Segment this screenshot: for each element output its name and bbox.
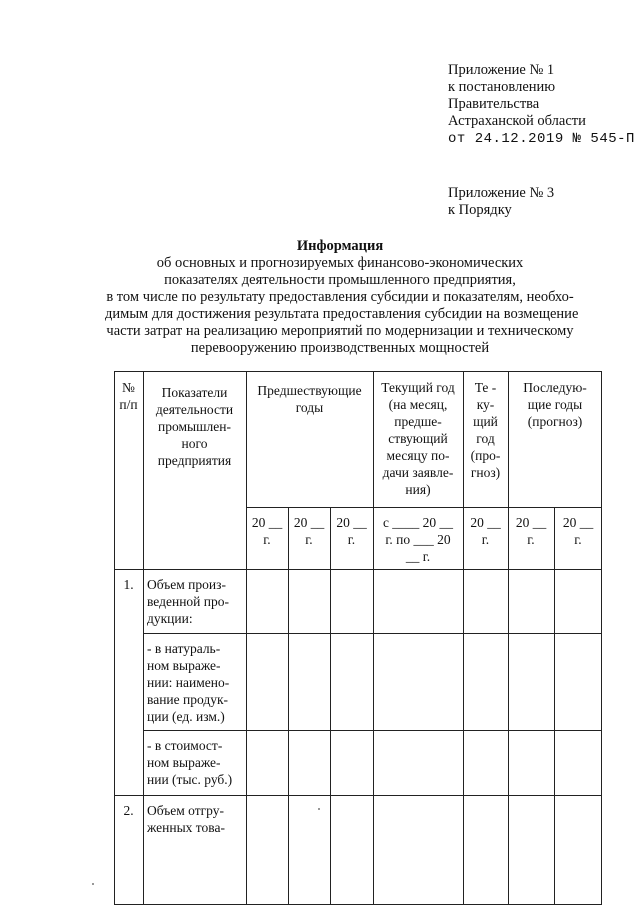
header-current-year: Текущий год (на месяц, предше- ствующий месяцу по- дачи заявле- ния) [381,380,455,497]
title-line: части затрат на реализацию мероприятий по модернизации и техническому [106,323,574,339]
row-divider [246,507,602,508]
row-divider [114,569,602,570]
resolution-date: от 24.12.2019 № 545-П [448,131,635,147]
col-divider [288,507,289,905]
appendix-3-line: Приложение № 3 [448,185,555,201]
title-line: димым для достижения результата предоставления субсидии на возмещение [105,306,579,322]
scan-speck [92,883,94,885]
title-line: в том числе по результату предоставления субсидии и показателям, необхо- [106,289,574,305]
scan-speck [318,808,320,810]
year-cell-next-1: 20 __ г. [515,515,547,547]
year-cell-forecast: 20 __ г. [470,515,501,547]
header-following-years: Последую- щие годы (прогноз) [523,380,587,429]
row-divider [143,730,602,731]
row-indicator-text: Объем отгру- женных това- [147,803,225,835]
row-indicator-text: Объем произ- веденной про- дукции: [147,577,229,626]
title-line: об основных и прогнозируемых финансово-экономических [156,255,524,271]
header-previous-years: Предшествующие годы [257,383,362,415]
col-divider [330,507,331,905]
title-line: показателях деятельности промышленного предприятия, [164,272,516,288]
row-divider [143,633,602,634]
year-cell-next-2: 20 __ г. [562,515,594,547]
appendix-1-line: Астраханской области [448,113,586,129]
header-num: № п/п [119,380,138,412]
col-divider [554,507,555,905]
col-divider [246,371,247,905]
title-line: перевооружению производственных мощностей [190,340,490,356]
appendix-1-line: Приложение № 1 [448,62,555,78]
row-number: 2. [123,803,134,818]
appendix-3-line: к Порядку [448,202,512,218]
title-heading: Информация [296,238,384,254]
row-indicator-text: - в натураль- ном выраже- нии: наимено- вание продук- ции (ед. изм.) [147,641,230,724]
row-number: 1. [123,577,134,592]
header-indicators: Показатели деятельности промышлен- ного предприятия [155,385,234,468]
year-cell-prev-1: 20 __ г. [251,515,283,547]
year-cell-prev-2: 20 __ г. [293,515,325,547]
row-divider [114,795,602,796]
year-cell-current: с ____ 20 __ г. по ___ 20 __ г. [382,515,454,564]
row-indicator-text: - в стоимост- ном выраже- нии (тыс. руб.) [147,738,233,787]
appendix-1-line: к постановлению [448,79,556,95]
year-cell-prev-3: 20 __ г. [336,515,367,547]
header-current-forecast: Те - ку- щий год (про- гноз) [470,380,501,480]
col-divider [508,371,509,905]
appendix-1-line: Правительства [448,96,540,112]
